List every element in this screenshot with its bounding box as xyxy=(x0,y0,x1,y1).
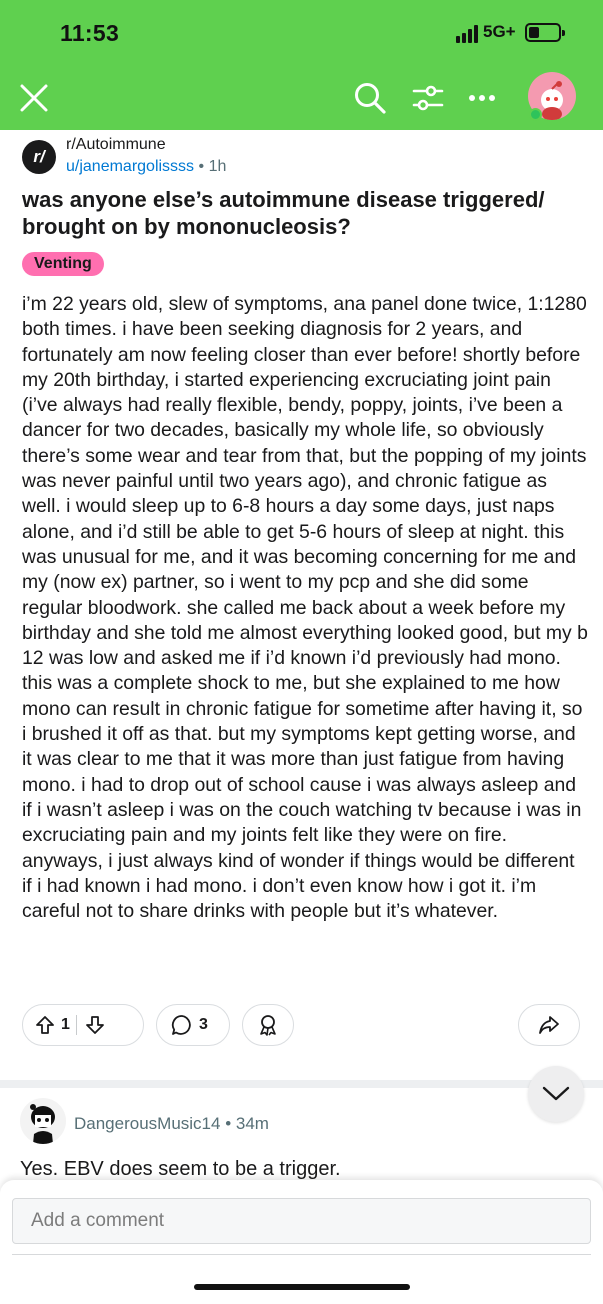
subreddit-name[interactable]: r/Autoimmune xyxy=(66,136,166,153)
comments-button[interactable] xyxy=(156,1004,230,1046)
award-button[interactable] xyxy=(242,1004,294,1046)
comment-separator: • xyxy=(225,1114,232,1133)
comment-icon xyxy=(171,1014,193,1036)
vote-bar xyxy=(22,1004,144,1046)
signal-icon xyxy=(456,24,478,43)
chevron-down-icon xyxy=(542,1086,570,1102)
post-meta xyxy=(66,158,226,176)
comment-author[interactable]: DangerousMusic14 xyxy=(74,1114,221,1133)
search-button[interactable] xyxy=(350,78,390,118)
comment-author-avatar[interactable] xyxy=(20,1098,66,1144)
home-indicator[interactable] xyxy=(194,1284,410,1290)
more-options-button[interactable] xyxy=(462,78,502,118)
section-divider xyxy=(0,1080,603,1088)
battery-level xyxy=(529,27,539,38)
filter-icon xyxy=(411,81,445,115)
app-header xyxy=(0,64,603,130)
more-icon xyxy=(468,94,496,102)
close-button[interactable] xyxy=(14,78,54,118)
share-icon xyxy=(538,1014,560,1036)
comment-text: Yes. EBV does seem to be a trigger. xyxy=(20,1158,341,1180)
downvote-icon[interactable] xyxy=(85,1015,105,1035)
award-icon xyxy=(256,1013,280,1037)
share-button[interactable] xyxy=(518,1004,580,1046)
meta-separator: • xyxy=(198,158,205,175)
subreddit-icon[interactable]: r/ xyxy=(22,140,56,174)
vote-count: 1 xyxy=(61,1016,70,1033)
filter-button[interactable] xyxy=(408,78,448,118)
close-icon xyxy=(19,83,49,113)
comment-input[interactable] xyxy=(12,1198,591,1244)
scroll-down-button[interactable] xyxy=(528,1066,584,1122)
post-body: i’m 22 years old, slew of symptoms, ana panel done twice, 1:1280 both times. i have been seeking diagnosis for 2 years, and fortunately am now feeling closer than ever before! shortly before my 20th birthday, i started experiencing excruciating joint pain (i’ve always had really flexible, bendy, poppy, joints, i’ve been a dancer for two decades, basically my whole life, so obviously there’s some wear and tear from that, but the popping of my joints was never painful until two years ago), and chronic fatigue as well. i would sleep up to 6-8 hours a day some days, just naps alone, and i’d still be able to get 5-6 hours of sleep at night. this was unusual for me, and it was becoming concerning for me and my (now ex) partner, so i went to my pcp and she did some regular bloodwork. she called me back about a week before my birthday and she told me almost everything looked good, but my b 12 was low and asked me if i’d known i’d previously had mono. this was a complete shock to me, but she explained to me how mono can result in chronic fatigue for sometime after having it, so i brushed it off as that. but my symptoms kept getting worse, and it was clear to me that it was more than just fatigue from having mono. i had to drop out of school cause i was always asleep and if i wasn’t asleep i was on the couch watching tv because i was in excruciating pain and my joints felt like they were on fire. anyways, i just always kind of wonder if things would be different if i had known i had mono. i don’t even know how i got it. i’m careful not to share drinks with people but it’s whatever. xyxy=(22,293,588,923)
comment-composer xyxy=(0,1180,603,1304)
upvote-icon[interactable] xyxy=(35,1015,55,1035)
post-age: 1h xyxy=(208,158,227,175)
post-flair[interactable]: Venting xyxy=(22,252,104,276)
online-status-dot xyxy=(529,108,542,121)
status-bar xyxy=(0,0,603,64)
status-time: 11:53 xyxy=(60,20,120,46)
composer-divider xyxy=(12,1254,591,1255)
post-title: was anyone else’s autoimmune disease triggered/ brought on by mononucleosis? xyxy=(22,187,545,239)
comment-meta xyxy=(74,1114,269,1134)
search-icon xyxy=(353,81,387,115)
battery-icon xyxy=(525,23,561,42)
vote-divider xyxy=(76,1015,77,1035)
comment-age: 34m xyxy=(235,1114,269,1133)
cartoon-avatar-icon xyxy=(20,1098,66,1144)
comment-count: 3 xyxy=(199,1016,208,1033)
post-author[interactable]: u/janemargolissss xyxy=(66,158,195,175)
network-label: 5G+ xyxy=(483,22,516,41)
